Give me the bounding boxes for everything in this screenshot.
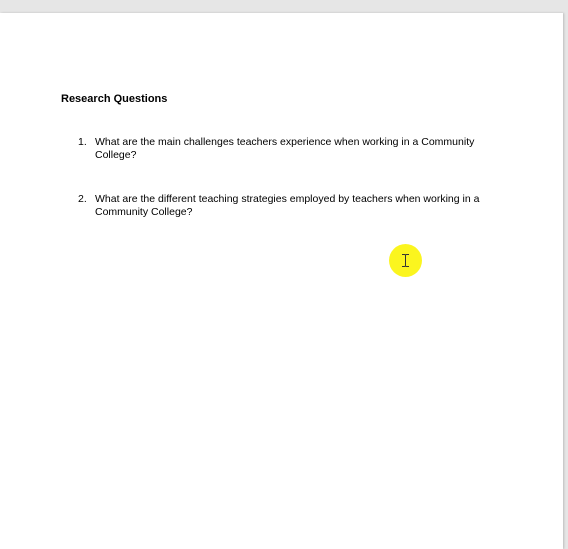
document-page[interactable] <box>0 13 563 549</box>
section-heading: Research Questions <box>61 93 168 105</box>
list-item[interactable] <box>78 136 508 162</box>
question-text: What are the different teaching strategies employed by teachers when working in a Community College? <box>95 193 480 218</box>
list-item[interactable] <box>78 193 508 219</box>
question-text: What are the main challenges teachers experience when working in a Community College? <box>95 136 475 161</box>
text-ibeam-icon <box>401 254 410 267</box>
questions-list <box>78 136 508 219</box>
list-number: 2. <box>78 193 87 205</box>
list-number: 1. <box>78 136 87 148</box>
